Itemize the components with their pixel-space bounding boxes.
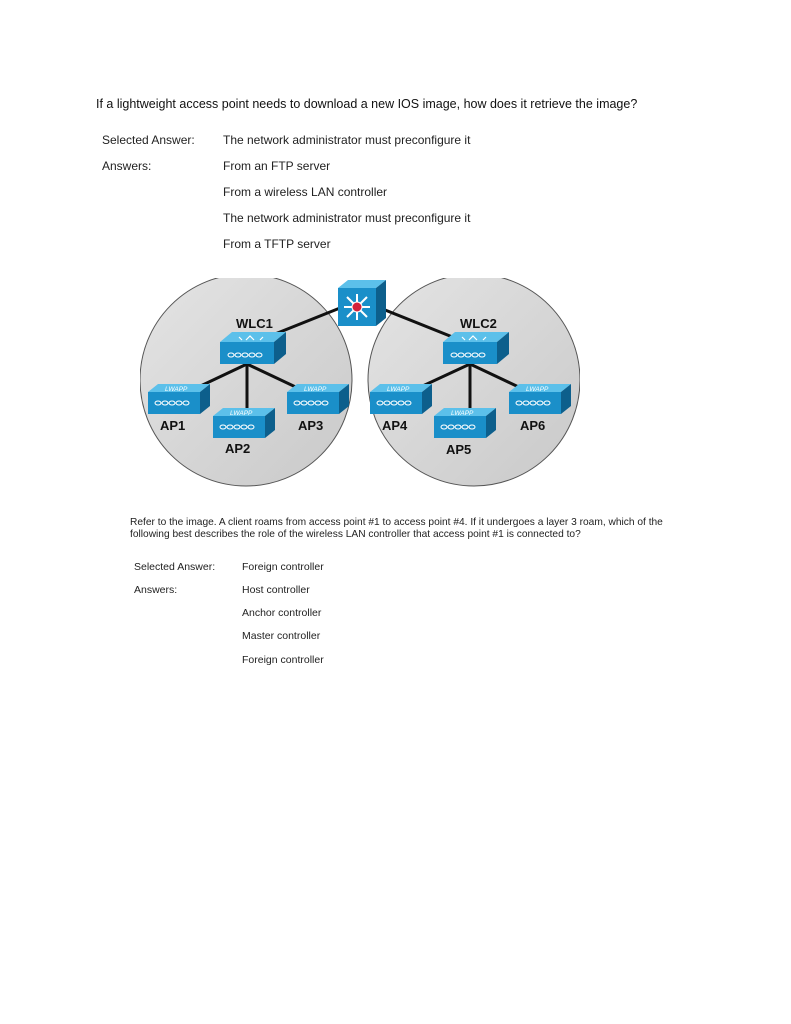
wlc2-domain-circle (368, 278, 580, 486)
ap6-icon (509, 384, 571, 414)
wlc1-controller-icon (220, 332, 286, 364)
ap6-label: AP6 (520, 418, 546, 433)
selected-answer-label: Selected Answer: (134, 561, 216, 573)
ap5-icon (434, 408, 496, 438)
lwapp-tag: LWAPP (387, 386, 410, 393)
wlc2-label: WLC2 (460, 316, 497, 331)
wlc1-label: WLC1 (236, 316, 273, 331)
answer-option: Host controller (242, 584, 310, 596)
lwapp-tag: LWAPP (165, 386, 188, 393)
answer-option: From a wireless LAN controller (223, 185, 388, 199)
ap2-icon (213, 408, 275, 438)
selected-answer: The network administrator must preconfigure it (223, 133, 471, 147)
lwapp-tag: LWAPP (304, 386, 327, 393)
lwapp-tag: LWAPP (526, 386, 549, 393)
answer-option: Anchor controller (242, 607, 322, 619)
question-2-text: Refer to the image. A client roams from access point #1 to access point #4. If it undergoes a layer 3 roam, which of the following best describes the role of the wireless LAN controller that access point #1 is connected to? (130, 517, 663, 540)
lwapp-tag: LWAPP (451, 410, 474, 417)
ap1-label: AP1 (160, 418, 186, 433)
answer-option: Master controller (242, 630, 321, 642)
core-switch-icon (338, 280, 386, 326)
ap3-label: AP3 (298, 418, 324, 433)
ap1-icon (148, 384, 210, 414)
question-1-text: If a lightweight access point needs to download a new IOS image, how does it retrieve the image? (96, 97, 638, 111)
lwapp-tag: LWAPP (230, 410, 253, 417)
selected-answer: Foreign controller (242, 561, 324, 573)
answer-option: The network administrator must preconfigure it (223, 211, 471, 225)
ap2-label: AP2 (225, 441, 251, 456)
ap4-icon (370, 384, 432, 414)
selected-answer-label: Selected Answer: (102, 133, 195, 147)
ap5-label: AP5 (446, 442, 472, 457)
answer-option: From an FTP server (223, 159, 331, 173)
ap4-label: AP4 (382, 418, 408, 433)
wlc2-controller-icon (443, 332, 509, 364)
ap3-icon (287, 384, 349, 414)
answers-label: Answers: (102, 159, 152, 173)
answer-option: From a TFTP server (223, 237, 331, 251)
answers-label: Answers: (134, 584, 178, 596)
answer-option: Foreign controller (242, 654, 324, 666)
network-diagram (140, 278, 580, 488)
